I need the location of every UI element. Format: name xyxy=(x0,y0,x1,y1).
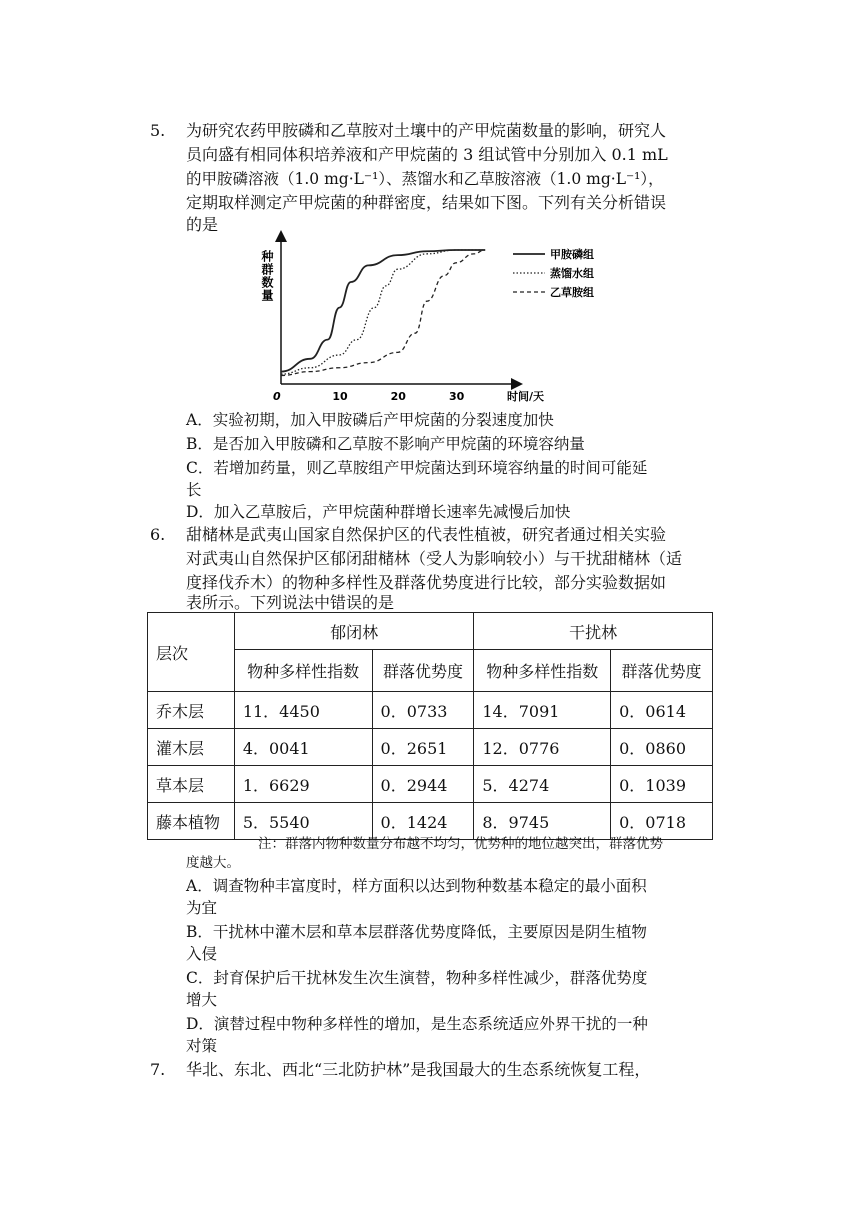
q5-option-c-cont: 长 xyxy=(186,481,202,499)
table-header-closed-forest: 郁闭林 xyxy=(234,613,474,650)
table-cell: 0．0718 xyxy=(611,803,713,840)
q6-option-c-cont: 增大 xyxy=(186,991,218,1009)
series-line-1 xyxy=(281,250,485,372)
legend-label: 蒸馏水组 xyxy=(550,267,594,280)
q6-option-d-cont: 对策 xyxy=(186,1037,218,1055)
q6-option-d: D．演替过程中物种多样性的增加，是生态系统适应外界干扰的一种 xyxy=(186,1015,648,1033)
table-cell: 11．4450 xyxy=(234,692,372,729)
q6-option-b: B．干扰林中灌木层和草本层群落优势度降低，主要原因是阴生植物 xyxy=(186,923,647,941)
table-cell: 14．7091 xyxy=(474,692,611,729)
table-cell: 乔木层 xyxy=(148,692,235,729)
table-cell: 灌木层 xyxy=(148,729,235,766)
table-subheader: 群落优势度 xyxy=(372,650,474,692)
question-7-number: 7. xyxy=(150,1060,166,1079)
table-cell: 5．5540 xyxy=(234,803,372,840)
table-header-disturbed-forest: 干扰林 xyxy=(474,613,713,650)
table-cell: 1．6629 xyxy=(234,766,372,803)
table-cell: 0．0733 xyxy=(372,692,474,729)
q5-option-a: A．实验初期，加入甲胺磷后产甲烷菌的分裂速度加快 xyxy=(186,411,554,429)
q5-option-b: B．是否加入甲胺磷和乙草胺不影响产甲烷菌的环境容纳量 xyxy=(186,435,585,453)
question-6-number: 6. xyxy=(150,525,166,544)
q6-option-a-cont: 为宜 xyxy=(186,899,218,917)
q5-option-c: C．若增加药量，则乙草胺组产甲烷菌达到环境容纳量的时间可能延 xyxy=(186,459,648,477)
table-row xyxy=(148,692,713,729)
table-cell: 0．1039 xyxy=(611,766,713,803)
x-tick-label: 10 xyxy=(332,390,348,403)
q5-stem-line: 的甲胺磷溶液（1.0 mg·L⁻¹）、蒸馏水和乙草胺溶液（1.0 mg·L⁻¹）， xyxy=(186,170,664,188)
table-row xyxy=(148,766,713,803)
table-cell: 藤本植物 xyxy=(148,803,235,840)
q6-option-a: A．调查物种丰富度时，样方面积以达到物种数基本稳定的最小面积 xyxy=(186,877,647,895)
q5-stem-line: 定期取样测定产甲烷菌的种群密度，结果如下图。下列有关分析错误 xyxy=(186,193,667,212)
series-line-2 xyxy=(281,250,485,374)
table-cell: 草本层 xyxy=(148,766,235,803)
q5-stem-line: 为研究农药甲胺磷和乙草胺对土壤中的产甲烷菌数量的影响，研究人 xyxy=(186,121,667,140)
q6-stem-line: 甜槠林是武夷山国家自然保护区的代表性植被，研究者通过相关实验 xyxy=(186,525,667,544)
legend-label: 甲胺磷组 xyxy=(550,248,594,261)
table-cell: 5．4274 xyxy=(474,766,611,803)
table-cell: 4．0041 xyxy=(234,729,372,766)
y-axis-label: 种群数量 xyxy=(260,250,274,302)
q7-stem-line: 华北、东北、西北“三北防护林”是我国最大的生态系统恢复工程， xyxy=(186,1060,651,1079)
q6-stem-line: 表所示。下列说法中错误的是 xyxy=(186,593,395,612)
table-cell: 12．0776 xyxy=(474,729,611,766)
q6-stem-line: 对武夷山自然保护区郁闭甜槠林（受人为影响较小）与干扰甜槠林（适 xyxy=(186,549,683,568)
q6-stem-line: 度择伐乔木）的物种多样性及群落优势度进行比较，部分实验数据如 xyxy=(186,573,667,592)
table-cell: 0．0860 xyxy=(611,729,713,766)
table-subheader: 群落优势度 xyxy=(611,650,713,692)
table-cell: 0．2944 xyxy=(372,766,474,803)
population-chart xyxy=(255,228,615,406)
q5-option-d: D．加入乙草胺后，产甲烷菌种群增长速率先减慢后加快 xyxy=(186,503,571,521)
q5-stem-line: 员向盛有相同体积培养液和产甲烷菌的 3 组试管中分别加入 0.1 mL xyxy=(186,145,668,164)
table-cell: 0．2651 xyxy=(372,729,474,766)
table-note-cont: 度越大。 xyxy=(186,855,240,871)
table-cell: 0．0614 xyxy=(611,692,713,729)
table-note: 注：群落内物种数量分布越不均匀，优势种的地位越突出，群落优势 xyxy=(258,836,663,852)
x-tick-label: 30 xyxy=(449,390,465,403)
table-header-layer: 层次 xyxy=(148,613,235,692)
table-row xyxy=(148,729,713,766)
question-5-number: 5. xyxy=(150,121,166,140)
q6-option-b-cont: 入侵 xyxy=(186,945,218,963)
series-line-3 xyxy=(281,250,485,375)
x-axis-label: 时间/天 xyxy=(507,390,545,403)
table-subheader: 物种多样性指数 xyxy=(474,650,611,692)
table-cell: 0．1424 xyxy=(372,803,474,840)
table-subheader: 物种多样性指数 xyxy=(234,650,372,692)
q5-stem-line: 的是 xyxy=(186,215,219,234)
x-tick-label: 0 xyxy=(273,390,281,403)
q6-option-c: C．封育保护后干扰林发生次生演替，物种多样性减少，群落优势度 xyxy=(186,969,648,987)
forest-data-table xyxy=(147,612,713,840)
x-tick-label: 20 xyxy=(390,390,406,403)
legend-label: 乙草胺组 xyxy=(550,286,594,299)
table-cell: 8．9745 xyxy=(474,803,611,840)
